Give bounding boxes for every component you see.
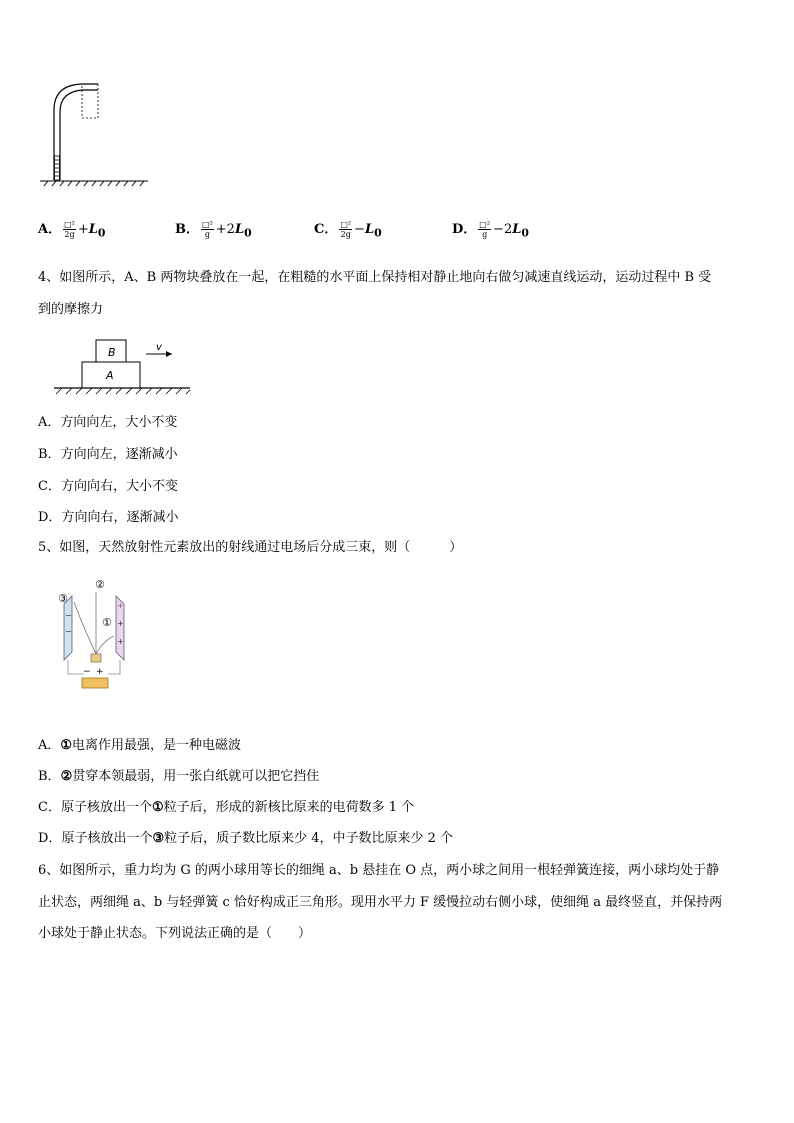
q5-figure (50, 574, 150, 696)
option-label: C． (314, 222, 338, 237)
neg-plate-sign: − (65, 627, 72, 636)
fraction: $\frac{\text{□²}}{2g}$ (340, 220, 352, 239)
q4-stem-line2: 到的摩擦力 (38, 302, 104, 317)
q6-stem-line2: 止状态，两细绳 a、b 与轻弹簧 c 恰好构成正三角形。现用水平力 F 缓慢拉动右侧小球，使细绳 a 最终竖直，并保持两 (38, 895, 723, 910)
velocity-label: v (156, 342, 162, 353)
block-b-label: B (108, 346, 116, 359)
option-label: D． (452, 222, 477, 237)
pos-plate-sign: + (117, 637, 124, 646)
q6-stem-line3: 小球处于静止状态。下列说法正确的是（ ） (38, 926, 312, 941)
q5-option-a[interactable]: A．①电离作用最强，是一种电磁波 (38, 738, 242, 753)
battery-plus: + (96, 667, 104, 677)
velocity-arrowhead (166, 351, 172, 357)
dashed-box (82, 84, 98, 118)
ray-1-label: ① (102, 616, 112, 629)
q3-option-c[interactable]: C． $\frac{\text{□²}}{2g}$ $-L_0$ (314, 220, 382, 240)
q4-option-b[interactable]: B．方向向左，逐渐减小 (38, 447, 178, 462)
bent-tube-drawing (54, 84, 98, 180)
neg-plate-sign: − (65, 611, 72, 620)
ray-2-label: ② (95, 578, 105, 591)
ray-1-path (96, 636, 114, 654)
ray-3-path (74, 602, 96, 654)
q5-stem: 5、如图，天然放射性元素放出的射线通过电场后分成三束，则（ ） (38, 540, 463, 555)
q5-option-d[interactable]: D．原子核放出一个③粒子后，质子数比原来少 4，中子数比原来少 2 个 (38, 831, 454, 846)
pos-plate-sign: + (117, 601, 124, 610)
q3-option-b[interactable]: B． $\frac{\text{□²}}{g}$ $+2L_0$ (175, 220, 252, 240)
battery-minus: − (83, 667, 91, 677)
q5-option-c[interactable]: C．原子核放出一个①粒子后，形成的新核比原来的电荷数多 1 个 (38, 800, 415, 815)
q3-figure (38, 80, 150, 188)
ground-line (40, 181, 148, 186)
q5-option-b[interactable]: B．②贯穿本领最弱，用一张白纸就可以把它挡住 (38, 769, 320, 784)
q6-stem-line1: 6、如图所示，重力均为 G 的两小球用等长的细绳 a、b 悬挂在 O 点，两小球之间用一根轻弹簧连接，两小球均处于静 (38, 863, 720, 878)
pos-plate-sign: + (117, 619, 124, 628)
q4-option-a[interactable]: A．方向向左，大小不变 (38, 415, 178, 430)
fraction: $\frac{\text{□²}}{2g}$ (64, 220, 75, 239)
ground-hatch (56, 388, 190, 394)
q4-figure (52, 336, 192, 396)
q3-option-d[interactable]: D． $\frac{\text{□²}}{g}$ $-2L_0$ (452, 220, 529, 240)
q4-option-d[interactable]: D．方向向右，逐渐减小 (38, 510, 179, 525)
fraction: $\frac{\text{□²}}{g}$ (479, 220, 491, 239)
fraction: $\frac{\text{□²}}{g}$ (202, 220, 213, 239)
q4-option-c[interactable]: C．方向向右，大小不变 (38, 479, 178, 494)
block-a-label: A (106, 369, 114, 382)
battery (82, 678, 108, 688)
q3-option-a[interactable]: A． $\frac{\text{□²}}{2g}$ $+L_0$ (38, 220, 106, 240)
option-label: B． (175, 222, 199, 237)
tube-liquid (55, 156, 60, 180)
option-label: A． (38, 222, 62, 237)
source-box (91, 654, 101, 662)
q4-stem-line1: 4、如图所示，A、B 两物块叠放在一起，在粗糙的水平面上保持相对静止地向右做匀减速直线运动，运动过程中 B 受 (38, 270, 712, 285)
ray-3-label: ③ (58, 592, 68, 605)
